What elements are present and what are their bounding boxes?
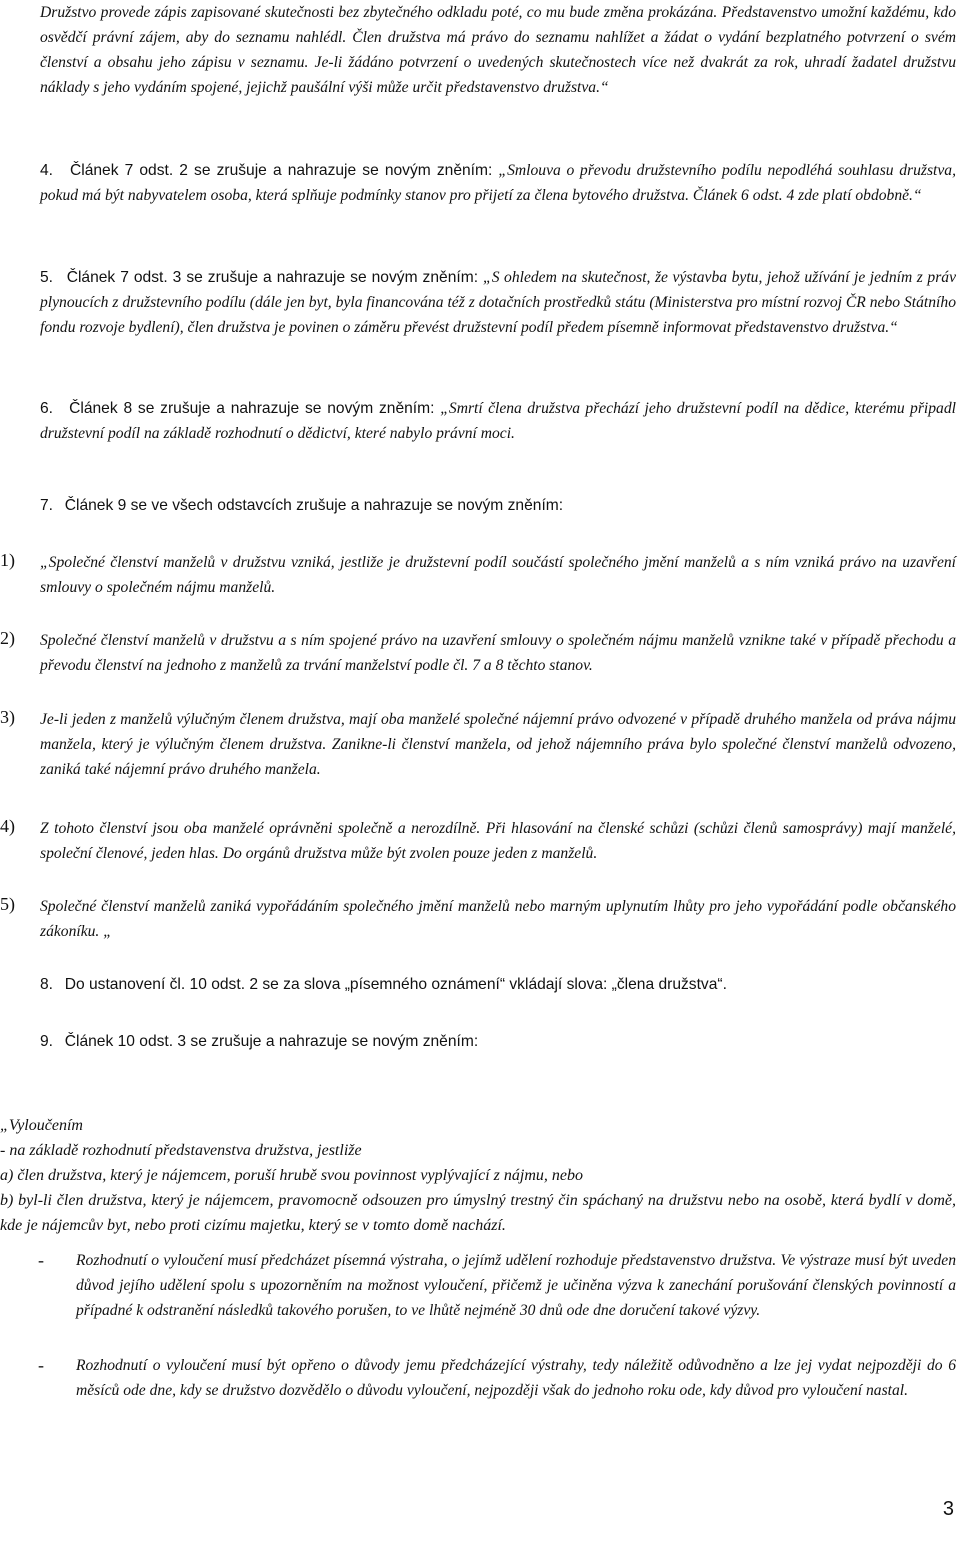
item-5-text: „S ohledem na skutečnost, že výstavba bytu, jehož užívání je jedním z práv plynoucích z družstevního podílu (dále jen byt, byla financována též z dotačních prostředků státu (Ministerstva pro místní rozvoj ČR nebo Státního fondu rozvoje bydlení), člen družstva je povinen o záměru převést družstevní podíl předem písemně informovat představenstvo družstva.“ <box>40 269 957 336</box>
dash-bullet-2: - <box>38 1355 44 1375</box>
sub-item-4-number: 4) <box>0 816 15 836</box>
sub-item-2-number: 2) <box>0 628 15 648</box>
exclusion-warning-paragraph: Rozhodnutí o vyloučení musí předcházet písemná výstraha, o jejímž udělení rozhoduje představenstvo družstva. Ve výstraze musí být uveden důvod jejího udělení spolu s upozorněním na možnost vyloučení, přičemž je učiněna výzva k zanechání porušování členských povinností a případné k odstranění následků takového porušen, to ve lhůtě nejméně 30 dnů ode dne doručení takové výzvy. <box>76 1252 956 1319</box>
sub-item-2-text: Společné členství manželů v družstvu a s ním spojené právo na uzavření smlouvy o společném nájmu manželů vznikne také v případě přechodu a převodu členství na jednoho z manželů za trvání manželství podle čl. 7 a 8 těchto stanov. <box>40 632 956 674</box>
exclusion-line-a: a) člen družstva, který je nájemcem, poruší hrubě svou povinnost vyplývající z nájmu, nebo <box>0 1167 583 1184</box>
page-number: 3 <box>942 1498 954 1520</box>
exclusion-title: „Vyloučením <box>0 1117 83 1134</box>
exclusion-line-decision: - na základě rozhodnutí představenstva družstva, jestliže <box>0 1142 362 1159</box>
item-9-number: 9. <box>40 1033 54 1050</box>
item-8-number: 8. <box>40 976 54 993</box>
item-8 <box>40 972 956 997</box>
item-5-lead: Článek 7 odst. 3 se zrušuje a nahrazuje se novým zněním: <box>66 269 484 286</box>
item-4-lead: Článek 7 odst. 2 se zrušuje a nahrazuje se novým zněním: <box>69 162 499 179</box>
sub-item-3-text: Je-li jeden z manželů výlučným členem družstva, mají oba manželé společné nájemní právo odvozené v případě druhého manžela od práva nájmu manžela, který je výlučným členem družstva. Zanikne-li členství manžela, od jehož nájemního práva bylo společné členství manželů odvozeno, zaniká také nájemní právo druhého manžela. <box>40 711 956 778</box>
item-4-number: 4. <box>40 162 54 179</box>
item-4 <box>40 158 956 208</box>
item-6-lead: Článek 8 se zrušuje a nahrazuje se novým zněním: <box>69 400 441 417</box>
paragraph-member-list: Družstvo provede zápis zapisované skutečnosti bez zbytečného odkladu poté, co mu bude změna prokázána. Představenstvo umožní každému, kdo osvědčí právní zájem, aby do seznamu nahlédl. Člen družstva má právo do seznamu nahlížet a žádat o vydání bezplatného potvrzení o svém členství a obsahu jeho zápisu v seznamu. Je-li žádáno potvrzení o uvedených skutečnostech více než dvakrát za rok, uhradí žadatel družstvu náklady s jeho vydáním spojené, jejichž paušální výši může určit představenstvo družstva.“ <box>40 4 956 96</box>
sub-item-5-number: 5) <box>0 894 15 914</box>
item-8-text: Do ustanovení čl. 10 odst. 2 se za slova „písemného oznámení“ vkládají slova: „člena družstva“. <box>64 976 727 993</box>
item-6-text: „Smrtí člena družstva přechází jeho družstevní podíl na dědice, kterému připadl družstevní podíl na základě rozhodnutí o dědictví, které nabylo právní moci. <box>40 400 956 442</box>
item-7-lead: Článek 9 se ve všech odstavcích zrušuje a nahrazuje se novým zněním: <box>64 497 564 514</box>
sub-item-4-text: Z tohoto členství jsou oba manželé oprávněni společně a nerozdílně. Při hlasování na členské schůzi (schůzi členů samosprávy) mají manželé, společní členové, jeden hlas. Do orgánů družstva může být zvolen pouze jeden z manželů. <box>40 820 956 862</box>
sub-item-1-text: „Společné členství manželů v družstvu vzniká, jestliže je družstevní podíl součástí společného jmění manželů a s ním vzniká právo na uzavření smlouvy o společném nájmu manželů. <box>40 554 956 596</box>
exclusion-line-b: b) byl-li člen družstva, který je nájemcem, pravomocně odsouzen pro úmyslný trestný čin spáchaný na družstvu nebo na osobě, která bydlí v domě, kde je nájemcův byt, nebo proti cizímu majetku, který se v tomto domě nachází. <box>0 1192 956 1234</box>
sub-item-3-number: 3) <box>0 707 15 727</box>
item-9 <box>40 1029 956 1054</box>
exclusion-decision-paragraph: Rozhodnutí o vyloučení musí být opřeno o důvody jemu předcházející výstrahy, tedy náležitě odůvodněno a lze jej vydat nejpozději do 6 měsíců ode dne, kdy se družstvo dozvědělo o důvodu vyloučení, nejpozději však do jednoho roku ode, kdy důvod pro vyloučení nastal. <box>76 1357 956 1399</box>
item-6-number: 6. <box>40 400 54 417</box>
sub-item-1-number: 1) <box>0 550 15 570</box>
sub-item-5-text: Společné členství manželů zaniká vypořádáním společného jmění manželů nebo marným uplynutím lhůty pro jeho vypořádání podle občanského zákoníku. „ <box>40 898 956 940</box>
item-4-text: „Smlouva o převodu družstevního podílu nepodléhá souhlasu družstva, pokud má být nabyvatelem osoba, která splňuje podmínky stanov pro přijetí za člena bytového družstva. Článek 6 odst. 4 zde platí obdobně.“ <box>40 162 956 204</box>
exclusion-block <box>0 1113 956 1238</box>
dash-bullet-1: - <box>38 1250 44 1270</box>
item-7-number: 7. <box>40 497 54 514</box>
item-5-number: 5. <box>40 269 54 286</box>
item-9-text: Článek 10 odst. 3 se zrušuje a nahrazuje se novým zněním: <box>64 1033 479 1050</box>
item-5 <box>40 265 956 340</box>
item-6 <box>40 396 956 446</box>
item-7 <box>40 493 956 518</box>
